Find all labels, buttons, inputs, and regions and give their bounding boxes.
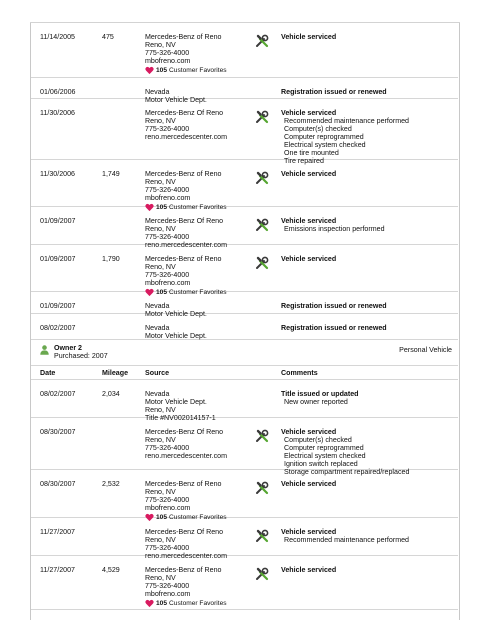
source-line: 775-326-4000 [145, 186, 190, 194]
source-line: 775-326-4000 [145, 271, 190, 279]
source-line: 775-326-4000 [145, 582, 190, 590]
service-tools-icon [255, 256, 271, 272]
record-source [145, 566, 255, 608]
comment-detail: Computer reprogrammed [284, 444, 364, 452]
record-source [145, 428, 255, 460]
record-date: 11/30/2006 [40, 170, 75, 178]
record-comments [281, 109, 456, 165]
comment-detail: Computer(s) checked [284, 436, 352, 444]
favorites-count: 105 [156, 66, 168, 74]
record-source [145, 255, 255, 297]
source-line: 775-326-4000 [145, 496, 190, 504]
source-line: Nevada [145, 390, 170, 398]
source-line: Mercedes-Benz of Reno [145, 255, 222, 263]
comment-detail: One tire mounted [284, 149, 339, 157]
source-line: mbofreno.com [145, 57, 191, 65]
heart-icon [145, 599, 154, 608]
service-tools-icon [255, 567, 271, 583]
comment-title: Registration issued or renewed [281, 88, 387, 96]
source-line: Reno, NV [145, 536, 176, 544]
source-line: Mercedes-Benz Of Reno [145, 109, 224, 117]
comment-detail: Tire repaired [284, 157, 324, 165]
record-date: 08/30/2007 [40, 480, 76, 488]
history-row [31, 380, 458, 422]
record-comments [281, 566, 456, 574]
source-line: Mercedes-Benz Of Reno [145, 428, 224, 436]
source-line: Reno, NV [145, 41, 176, 49]
record-mileage: 4,529 [102, 566, 120, 574]
column-mileage: Mileage [102, 369, 129, 377]
comment-detail: Recommended maintenance performed [284, 536, 409, 544]
source-line: Title #NV002014157-1 [145, 414, 216, 422]
favorites-label: Customer Favorites [169, 288, 227, 296]
source-line: Reno, NV [145, 406, 176, 414]
favorites-label: Customer Favorites [169, 513, 227, 521]
owner-name: Owner 2 [54, 344, 82, 352]
history-row [31, 314, 458, 340]
source-line: Reno, NV [145, 488, 176, 496]
record-date: 08/02/2007 [40, 324, 76, 332]
record-source [145, 170, 255, 212]
favorites-count: 105 [156, 288, 168, 296]
comment-detail: Computer(s) checked [284, 125, 352, 133]
record-date: 01/09/2007 [40, 217, 76, 225]
customer-favorites-badge [145, 66, 255, 75]
source-line: Mercedes-Benz Of Reno [145, 528, 224, 536]
record-comments [281, 390, 456, 406]
comment-title: Vehicle serviced [281, 255, 337, 263]
person-icon [40, 345, 49, 355]
service-tools-icon [255, 110, 271, 126]
comment-title: Vehicle serviced [281, 33, 337, 41]
source-line: 775-326-4000 [145, 444, 190, 452]
record-comments [281, 528, 456, 544]
record-comments [281, 480, 456, 488]
source-line: Motor Vehicle Dept. [145, 332, 207, 340]
service-tools-icon [255, 529, 271, 545]
comment-title: Vehicle serviced [281, 480, 337, 488]
favorites-label: Customer Favorites [169, 66, 227, 74]
history-row [31, 292, 458, 318]
comment-title: Vehicle serviced [281, 170, 337, 178]
source-line: mbofreno.com [145, 279, 191, 287]
record-comments [281, 170, 456, 178]
source-line: mbofreno.com [145, 590, 191, 598]
customer-favorites-badge [145, 599, 255, 608]
owner-purchased: Purchased: 2007 [54, 352, 108, 360]
comment-detail: Electrical system checked [284, 141, 366, 149]
service-tools-icon [255, 218, 271, 234]
source-line: reno.mercedescenter.com [145, 552, 228, 560]
history-row [31, 556, 458, 610]
owner-label [54, 344, 108, 360]
comment-detail: Emissions inspection performed [284, 225, 385, 233]
comment-title: Registration issued or renewed [281, 324, 387, 332]
favorites-count: 105 [156, 599, 168, 607]
service-tools-icon [255, 481, 271, 497]
source-line: Mercedes-Benz of Reno [145, 33, 222, 41]
heart-icon [145, 66, 154, 75]
record-date: 11/30/2006 [40, 109, 75, 117]
comment-title: Vehicle serviced [281, 528, 337, 536]
favorites-count: 105 [156, 513, 168, 521]
history-row [31, 207, 458, 249]
column-date: Date [40, 369, 56, 377]
comment-detail: New owner reported [284, 398, 348, 406]
comment-title: Title issued or updated [281, 390, 359, 398]
comment-detail: Storage compartment repaired/replaced [284, 468, 410, 476]
source-line: 775-326-4000 [145, 125, 190, 133]
source-line: Mercedes-Benz of Reno [145, 480, 222, 488]
favorites-count: 105 [156, 203, 168, 211]
record-comments [281, 302, 456, 310]
history-row [31, 78, 458, 104]
service-tools-icon [255, 34, 271, 50]
history-row [31, 470, 458, 521]
record-comments [281, 324, 456, 332]
record-date: 11/27/2007 [40, 528, 75, 536]
source-line: Reno, NV [145, 225, 176, 233]
record-comments [281, 255, 456, 263]
record-date: 11/27/2007 [40, 566, 75, 574]
comment-detail: Recommended maintenance performed [284, 117, 409, 125]
source-line: 775-326-4000 [145, 233, 190, 241]
source-line: Mercedes-Benz Of Reno [145, 217, 224, 225]
record-source [145, 33, 255, 75]
record-mileage: 1,749 [102, 170, 120, 178]
source-line: Reno, NV [145, 574, 176, 582]
record-source [145, 324, 255, 340]
record-mileage: 1,790 [102, 255, 120, 263]
owner-header [31, 340, 458, 366]
source-line: Motor Vehicle Dept. [145, 398, 207, 406]
history-row [31, 99, 458, 165]
source-line: Reno, NV [145, 178, 176, 186]
history-row [31, 418, 458, 476]
comment-detail: Electrical system checked [284, 452, 366, 460]
history-row [31, 245, 458, 296]
source-line: Nevada [145, 324, 170, 332]
record-comments [281, 88, 456, 96]
record-comments [281, 33, 456, 41]
record-date: 08/02/2007 [40, 390, 76, 398]
source-line: mbofreno.com [145, 194, 191, 202]
record-date: 01/06/2006 [40, 88, 76, 96]
history-row [31, 160, 458, 211]
comment-title: Vehicle serviced [281, 428, 337, 436]
service-tools-icon [255, 429, 271, 445]
source-line: reno.mercedescenter.com [145, 241, 228, 249]
record-source [145, 109, 255, 141]
history-row [31, 518, 458, 560]
record-date: 11/14/2005 [40, 33, 75, 41]
comment-title: Vehicle serviced [281, 566, 337, 574]
source-line: Reno, NV [145, 117, 176, 125]
source-line: Nevada [145, 302, 170, 310]
record-mileage: 2,532 [102, 480, 120, 488]
comment-title: Vehicle serviced [281, 109, 337, 117]
record-date: 01/09/2007 [40, 302, 76, 310]
source-line: Mercedes-Benz of Reno [145, 566, 222, 574]
source-line: reno.mercedescenter.com [145, 133, 228, 141]
record-date: 01/09/2007 [40, 255, 76, 263]
column-comments: Comments [281, 369, 318, 377]
record-date: 08/30/2007 [40, 428, 76, 436]
service-tools-icon [255, 171, 271, 187]
source-line: Nevada [145, 88, 170, 96]
comment-title: Registration issued or renewed [281, 302, 387, 310]
column-header-row [31, 366, 458, 380]
source-line: reno.mercedescenter.com [145, 452, 228, 460]
source-line: 775-326-4000 [145, 544, 190, 552]
source-line: mbofreno.com [145, 504, 191, 512]
source-line: 775-326-4000 [145, 49, 190, 57]
source-line: Reno, NV [145, 436, 176, 444]
source-line: Motor Vehicle Dept. [145, 96, 207, 104]
comment-detail: Computer reprogrammed [284, 133, 364, 141]
record-source [145, 480, 255, 522]
owner-type: Personal Vehicle [399, 346, 452, 354]
source-line: Reno, NV [145, 263, 176, 271]
record-mileage: 2,034 [102, 390, 120, 398]
source-line: Mercedes-Benz of Reno [145, 170, 222, 178]
record-comments [281, 217, 456, 233]
record-comments [281, 428, 456, 476]
source-line: Motor Vehicle Dept. [145, 310, 207, 318]
favorites-label: Customer Favorites [169, 203, 227, 211]
record-mileage: 475 [102, 33, 114, 41]
favorites-label: Customer Favorites [169, 599, 227, 607]
comment-detail: Ignition switch replaced [284, 460, 358, 468]
comment-title: Vehicle serviced [281, 217, 337, 225]
column-source: Source [145, 369, 170, 377]
history-row [31, 23, 458, 78]
